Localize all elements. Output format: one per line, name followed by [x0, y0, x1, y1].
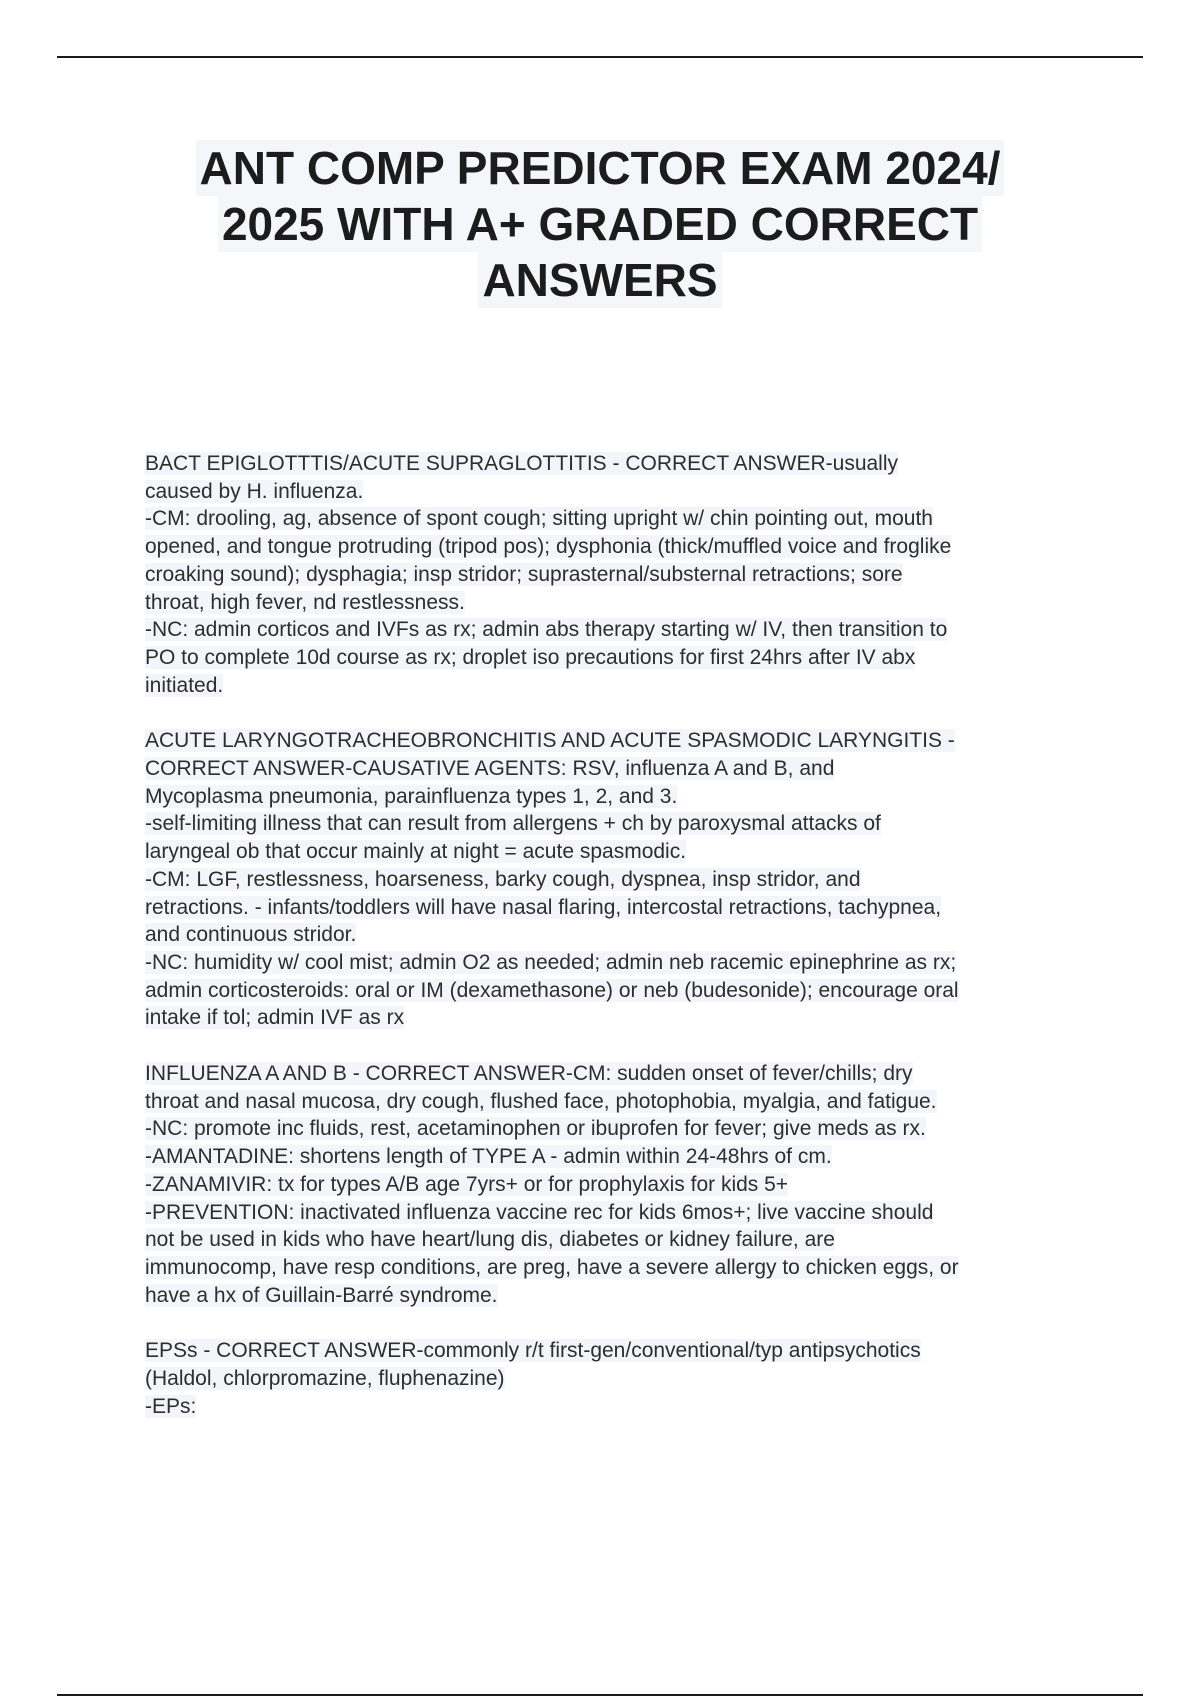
text-line: BACT EPIGLOTTTIS/ACUTE SUPRAGLOTTITIS - CORRECT ANSWER-usually [145, 452, 899, 475]
text-line: -NC: admin corticos and IVFs as rx; admin abs therapy starting w/ IV, then transition to [145, 618, 948, 642]
text-line: -NC: promote inc fluids, rest, acetaminophen or ibuprofen for fever; give meds as rx. [145, 1117, 926, 1141]
qa-entry-influenza [145, 1060, 1105, 1309]
text-line: -CM: drooling, ag, absence of spont cough; sitting upright w/ chin pointing out, mouth [145, 507, 933, 531]
text-line: and continuous stridor. [145, 923, 357, 947]
bottom-rule [57, 1694, 1143, 1696]
text-line: Mycoplasma pneumonia, parainfluenza types 1, 2, and 3. [145, 784, 678, 808]
qa-entry-epiglottitis [145, 450, 1105, 699]
qa-entry-epss [145, 1337, 1105, 1420]
text-line: throat, high fever, nd restlessness. [145, 590, 465, 614]
text-line: ACUTE LARYNGOTRACHEOBRONCHITIS AND ACUTE SPASMODIC LARYNGITIS - [145, 729, 955, 753]
title-line: ANT COMP PREDICTOR EXAM 2024/ [196, 140, 1005, 196]
text-line: retractions. - infants/toddlers will have nasal flaring, intercostal retractions, tachypnea, [145, 895, 942, 919]
text-line: -EPs: [145, 1394, 197, 1418]
text-line: croaking sound); dysphagia; insp stridor; suprasternal/substernal retractions; sore [145, 562, 903, 586]
document-title [100, 140, 1100, 308]
text-line: initiated. [145, 673, 224, 697]
text-line: CORRECT ANSWER-CAUSATIVE AGENTS: RSV, influenza A and B, and [145, 757, 835, 781]
text-line: -NC: humidity w/ cool mist; admin O2 as needed; admin neb racemic epinephrine as rx; [145, 950, 957, 974]
text-line: -AMANTADINE: shortens length of TYPE A - admin within 24-48hrs of cm. [145, 1145, 832, 1169]
text-line: opened, and tongue protruding (tripod pos); dysphonia (thick/muffled voice and froglike [145, 535, 952, 559]
text-line: PO to complete 10d course as rx; droplet iso precautions for first 24hrs after IV abx [145, 645, 916, 669]
top-rule [57, 56, 1143, 58]
text-line: (Haldol, chlorpromazine, fluphenazine) [145, 1367, 505, 1391]
text-line: laryngeal ob that occur mainly at night = acute spasmodic. [145, 840, 687, 864]
text-line: -PREVENTION: inactivated influenza vaccine rec for kids 6mos+; live vaccine should [145, 1200, 934, 1224]
text-line: throat and nasal mucosa, dry cough, flushed face, photophobia, myalgia, and fatigue. [145, 1089, 937, 1113]
title-line: 2025 WITH A+ GRADED CORRECT [218, 196, 982, 252]
text-line: caused by H. influenza. [145, 479, 364, 503]
text-line: not be used in kids who have heart/lung dis, diabetes or kidney failure, are [145, 1228, 835, 1252]
title-line: ANSWERS [478, 252, 721, 308]
text-line: immunocomp, have resp conditions, are preg, have a severe allergy to chicken eggs, or [145, 1255, 959, 1279]
text-line: -self-limiting illness that can result from allergens + ch by paroxysmal attacks of [145, 812, 881, 836]
qa-entry-laryngotracheobronchitis [145, 727, 1105, 1032]
text-line: intake if tol; admin IVF as rx [145, 1006, 405, 1030]
document-body [145, 450, 1105, 1449]
text-line: -ZANAMIVIR: tx for types A/B age 7yrs+ or for prophylaxis for kids 5+ [145, 1172, 789, 1196]
text-line: admin corticosteroids: oral or IM (dexamethasone) or neb (budesonide); encourage oral [145, 978, 959, 1002]
text-line: EPSs - CORRECT ANSWER-commonly r/t first-gen/conventional/typ antipsychotics [145, 1339, 921, 1363]
text-line: -CM: LGF, restlessness, hoarseness, barky cough, dyspnea, insp stridor, and [145, 867, 861, 891]
text-line: INFLUENZA A AND B - CORRECT ANSWER-CM: sudden onset of fever/chills; dry [145, 1062, 913, 1086]
text-line: have a hx of Guillain-Barré syndrome. [145, 1283, 498, 1307]
